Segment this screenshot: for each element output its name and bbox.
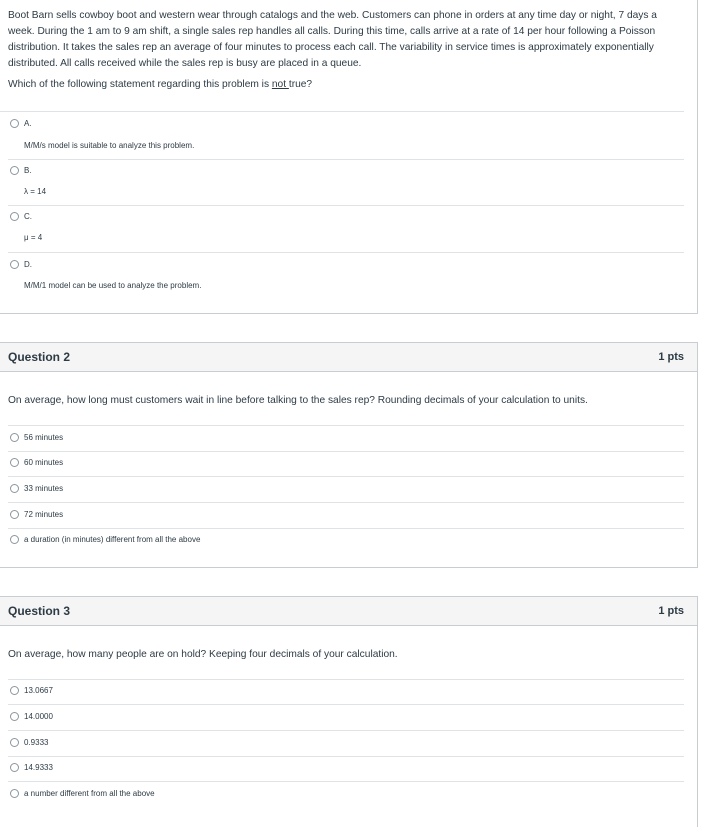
option-d-text: M/M/1 model can be used to analyze the problem.	[24, 281, 202, 290]
q3-option-1-text[interactable]: 13.0667	[24, 686, 53, 695]
question-1-prompt: Which of the following statement regarding this problem is not true?	[8, 79, 313, 90]
radio-q3-option-1[interactable]	[10, 686, 19, 695]
question-3-card	[0, 596, 698, 827]
radio-q2-option-1[interactable]	[10, 433, 19, 442]
divider	[8, 159, 684, 160]
divider	[0, 111, 684, 112]
question-2-points: 1 pts	[658, 351, 684, 363]
divider	[8, 476, 684, 477]
radio-q2-option-3[interactable]	[10, 484, 19, 493]
option-c-text: μ = 4	[24, 233, 43, 242]
divider	[8, 781, 684, 782]
divider	[8, 756, 684, 757]
radio-q2-option-4[interactable]	[10, 510, 19, 519]
option-b-text: λ = 14	[24, 187, 47, 196]
q3-option-2-text[interactable]: 14.0000	[24, 712, 53, 721]
radio-q2-option-2[interactable]	[10, 458, 19, 467]
radio-option-c[interactable]	[10, 212, 19, 221]
option-c-letter: C.	[24, 212, 32, 221]
question-3-points: 1 pts	[658, 605, 684, 617]
divider	[8, 502, 684, 503]
divider	[8, 252, 684, 253]
divider	[8, 704, 684, 705]
question-3-header	[0, 597, 697, 626]
q2-option-3-text[interactable]: 33 minutes	[24, 484, 64, 493]
q2-option-1-text[interactable]: 56 minutes	[24, 433, 64, 442]
divider	[8, 205, 684, 206]
radio-q3-option-5[interactable]	[10, 789, 19, 798]
radio-q3-option-4[interactable]	[10, 763, 19, 772]
option-a-letter: A.	[24, 119, 32, 128]
question-2-text: On average, how long must customers wait in line before talking to the sales rep? Rounding decimals of your calculation to units.	[8, 395, 588, 406]
question-2-title: Question 2	[8, 350, 71, 364]
radio-option-a[interactable]	[10, 119, 19, 128]
divider	[8, 679, 684, 680]
divider	[8, 528, 684, 529]
q3-option-3-text[interactable]: 0.9333	[24, 738, 49, 747]
q2-option-4-text[interactable]: 72 minutes	[24, 510, 64, 519]
q2-option-5-text[interactable]: a duration (in minutes) different from all the above	[24, 535, 201, 544]
emphasis-not: not	[271, 79, 289, 90]
radio-q2-option-5[interactable]	[10, 535, 19, 544]
divider	[8, 425, 684, 426]
divider	[8, 730, 684, 731]
radio-option-d[interactable]	[10, 260, 19, 269]
question-3-text: On average, how many people are on hold? Keeping four decimals of your calculation.	[8, 649, 398, 660]
radio-option-b[interactable]	[10, 166, 19, 175]
q3-option-4-text[interactable]: 14.9333	[24, 763, 53, 772]
option-a-text: M/M/s model is suitable to analyze this problem.	[24, 141, 195, 150]
option-b-letter: B.	[24, 166, 32, 175]
question-1-stem: Boot Barn sells cowboy boot and western wear through catalogs and the web. Customers can phone in orders at any time day or night, 7 days a week. During the 1 am to 9 am shift, a single sales rep handles all calls. During this time, calls arrive at a rate of 14 per hour following a Poisson distribution. It takes the sales rep an average of four minutes to process each call. The variability in service times is approximately exponentially distributed. All calls received while the sales rep is busy are placed in a queue.	[8, 10, 657, 69]
q3-option-5-text[interactable]: a number different from all the above	[24, 789, 155, 798]
option-d-letter: D.	[24, 260, 32, 269]
question-2-card	[0, 342, 698, 568]
question-3-title: Question 3	[8, 604, 71, 618]
question-1-card	[0, 0, 698, 314]
divider	[8, 451, 684, 452]
radio-q3-option-2[interactable]	[10, 712, 19, 721]
q2-option-2-text[interactable]: 60 minutes	[24, 458, 64, 467]
question-2-header	[0, 343, 697, 372]
radio-q3-option-3[interactable]	[10, 738, 19, 747]
